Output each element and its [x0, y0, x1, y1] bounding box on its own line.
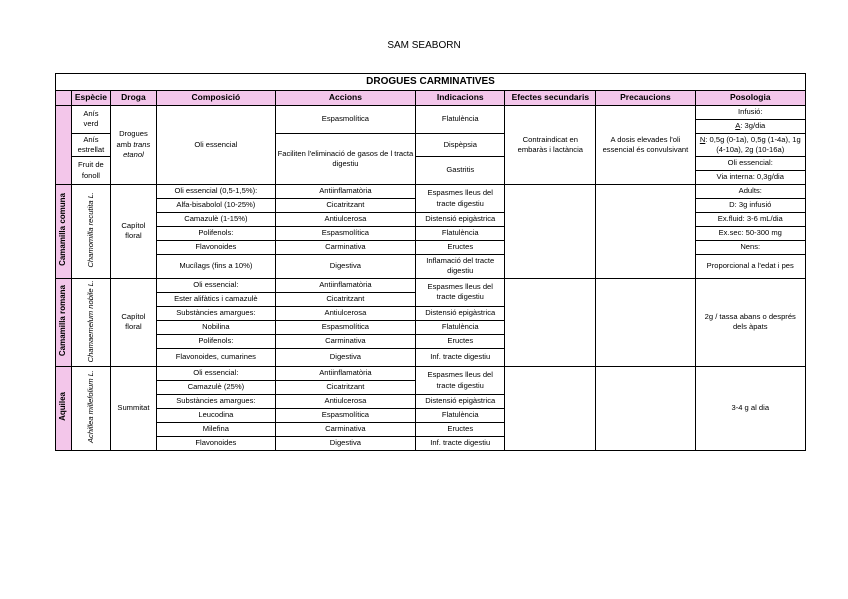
group4-composition: Flavonoides: [157, 437, 275, 451]
group2-action: Espasmolítica: [275, 227, 416, 241]
group2-action: Antiulcerosa: [275, 213, 416, 227]
group2-indication: Distensió epigàstrica: [416, 213, 505, 227]
group3-composition: Oli essencial:: [157, 278, 275, 292]
group2-drug: Capítol floral: [110, 185, 157, 279]
group4-posology: 3-4 g al dia: [695, 367, 805, 451]
group3-action: Antiinflamatòria: [275, 278, 416, 292]
group2-indication: Espasmes lleus del tracte digestiu: [416, 185, 505, 213]
group2-composition: Oli essencial (0,5-1,5%):: [157, 185, 275, 199]
group3-composition: Nobilina: [157, 320, 275, 334]
group2-posology: Adults:: [695, 185, 805, 199]
group1-side-effects: Contraindicat en embaràs i lactància: [505, 105, 596, 185]
group1-label: [56, 105, 72, 185]
group2-posology: D: 3g infusió: [695, 199, 805, 213]
group4-composition: Leucodina: [157, 409, 275, 423]
group1-posology-1: Infusió:: [695, 105, 805, 119]
group2-action: Carminativa: [275, 241, 416, 255]
group2-composition: Polifenols:: [157, 227, 275, 241]
group4-indication: Espasmes lleus del tracte digestiu: [416, 367, 505, 395]
group3-indication: Espasmes lleus del tracte digestiu: [416, 278, 505, 306]
document-author: SAM SEABORN: [387, 40, 461, 51]
group4-action: Cicatritzant: [275, 381, 416, 395]
group2-precautions: [596, 185, 695, 279]
group4-indication: Distensió epigàstrica: [416, 395, 505, 409]
group3-side-effects: [505, 278, 596, 367]
group3-indication: Flatulència: [416, 320, 505, 334]
group2-action: Digestiva: [275, 255, 416, 279]
carminative-drugs-table: [55, 73, 806, 451]
header-row: [56, 90, 806, 105]
group3-composition: Substàncies amargues:: [157, 306, 275, 320]
group2-indication: Flatulència: [416, 227, 505, 241]
group1-action-1: Espasmolítica: [275, 105, 416, 133]
table-row: [56, 185, 806, 199]
group1-precautions: A dosis elevades l'oli essencial és convulsivant: [596, 105, 695, 185]
group2-indication: Inflamació del tracte digestiu: [416, 255, 505, 279]
group3-action: Carminativa: [275, 334, 416, 348]
group2-composition: Flavonoides: [157, 241, 275, 255]
group3-action: Espasmolítica: [275, 320, 416, 334]
group4-composition: Camazulè (25%): [157, 381, 275, 395]
group1-indication-2: Dispèpsia: [416, 133, 505, 157]
header-indicacions: Indicacions: [416, 90, 505, 105]
species-fruit-fonoll: Fruit de fonoll: [72, 157, 110, 185]
group4-side-effects: [505, 367, 596, 451]
table-row: [56, 278, 806, 292]
group4-action: Antiinflamatòria: [275, 367, 416, 381]
group4-composition: Substàncies amargues:: [157, 395, 275, 409]
group2-action: Cicatritzant: [275, 199, 416, 213]
group3-precautions: [596, 278, 695, 367]
group1-posology-5: Via interna: 0,3g/dia: [695, 171, 805, 185]
group3-plant-label: Camamilla romana: [56, 278, 72, 367]
group2-posology: Ex.sec: 50-300 mg: [695, 227, 805, 241]
group3-indication: Eructes: [416, 334, 505, 348]
group3-drug: Capítol floral: [110, 278, 157, 367]
group1-posology-4: Oli essencial:: [695, 157, 805, 171]
group2-species: Chamomilla recutita L.: [72, 185, 110, 279]
group4-action: Espasmolítica: [275, 409, 416, 423]
group1-indication-3: Gastritis: [416, 157, 505, 185]
group4-composition: Oli essencial:: [157, 367, 275, 381]
table-title: DROGUES CARMINATIVES: [56, 74, 806, 91]
group2-indication: Eructes: [416, 241, 505, 255]
group1-posology-2: A: 3g/dia: [695, 119, 805, 133]
group3-composition: Ester alifàtics i camazulè: [157, 292, 275, 306]
group2-plant-label: Camamilla comuna: [56, 185, 72, 279]
group2-composition: Alfa-bisabolol (10-25%): [157, 199, 275, 213]
group3-composition: Flavonoides, cumarines: [157, 348, 275, 367]
group3-action: Antiulcerosa: [275, 306, 416, 320]
group3-action: Cicatritzant: [275, 292, 416, 306]
header-posologia: Posologia: [695, 90, 805, 105]
group2-side-effects: [505, 185, 596, 279]
group4-action: Digestiva: [275, 437, 416, 451]
header-efectes: Efectes secundaris: [505, 90, 596, 105]
header-droga: Droga: [110, 90, 157, 105]
group1-indication-1: Flatulència: [416, 105, 505, 133]
group3-indication: Distensió epigàstrica: [416, 306, 505, 320]
table-row: [56, 105, 806, 119]
header-precaucions: Precaucions: [596, 90, 695, 105]
group4-species: Achillea millefolium L.: [72, 367, 110, 451]
group1-composition: Oli essencial: [157, 105, 275, 185]
species-anis-verd: Anís verd: [72, 105, 110, 133]
group2-posology: Ex.fluid: 3-6 mL/dia: [695, 213, 805, 227]
group2-composition: Mucílags (fins a 10%): [157, 255, 275, 279]
corner-cell: [56, 90, 72, 105]
group3-species: Chamaemelum nobile L.: [72, 278, 110, 367]
group3-indication: Inf. tracte digestiu: [416, 348, 505, 367]
group4-precautions: [596, 367, 695, 451]
group2-composition: Camazulè (1-15%): [157, 213, 275, 227]
group1-posology-3: N: 0,5g (0-1a), 0,5g (1-4a), 1g (4-10a), 2g (10-16a): [695, 133, 805, 157]
group4-plant-label: Aquilea: [56, 367, 72, 451]
group2-posology: Nens:: [695, 241, 805, 255]
header-composicio: Composició: [157, 90, 275, 105]
group4-action: Antiulcerosa: [275, 395, 416, 409]
group2-posology: Proporcional a l'edat i pes: [695, 255, 805, 279]
group4-indication: Inf. tracte digestiu: [416, 437, 505, 451]
group4-composition: Milefina: [157, 423, 275, 437]
group4-indication: Eructes: [416, 423, 505, 437]
header-especie: Espècie: [72, 90, 110, 105]
group1-action-2: Faciliten l'eliminació de gasos de l tracta digestiu: [275, 133, 416, 185]
group4-drug: Summitat: [110, 367, 157, 451]
group4-indication: Flatulència: [416, 409, 505, 423]
group3-action: Digestiva: [275, 348, 416, 367]
group4-action: Carminativa: [275, 423, 416, 437]
group1-drug: Drogues amb trans etanol: [110, 105, 157, 185]
table-row: [56, 367, 806, 381]
group2-action: Antiinflamatòria: [275, 185, 416, 199]
species-anis-estrellat: Anís estrellat: [72, 133, 110, 157]
header-accions: Accions: [275, 90, 416, 105]
group3-posology: 2g / tassa abans o després dels àpats: [695, 278, 805, 367]
group3-composition: Polifenols:: [157, 334, 275, 348]
